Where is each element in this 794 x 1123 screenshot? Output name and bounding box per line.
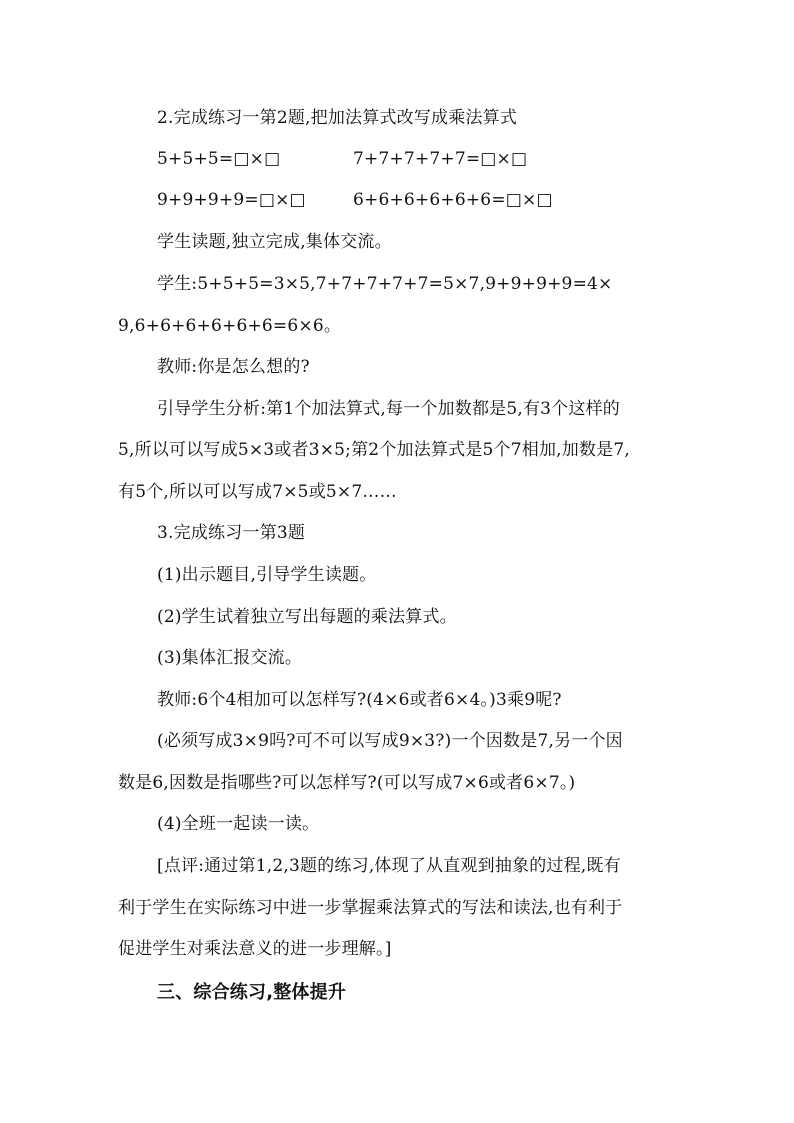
paragraph-guide: 引导学生分析:第1个加法算式,每一个加数都是5,有3个这样的 [157, 399, 620, 419]
item-2-title: 2.完成练习一第2题,把加法算式改写成乘法算式 [157, 108, 518, 128]
step-4: (4)全班一起读一读。 [157, 814, 320, 834]
equation-6: 6+6+6+6+6+6=□×□ [353, 190, 553, 210]
comment: [点评:通过第1,2,3题的练习,体现了从直观到抽象的过程,既有 [157, 856, 621, 876]
paragraph-student-answer-cont: 9,6+6+6+6+6+6=6×6。 [118, 316, 342, 336]
step-3: (3)集体汇报交流。 [157, 648, 303, 668]
paragraph-teacher-2: 教师:6个4相加可以怎样写?(4×6或者6×4。)3乘9呢? [157, 690, 562, 710]
step-2: (2)学生试着独立写出每题的乘法算式。 [157, 607, 457, 627]
paragraph-read: 学生读题,独立完成,集体交流。 [157, 232, 392, 252]
equation-5: 5+5+5=□×□ [157, 149, 281, 169]
comment-cont-2: 促进学生对乘法意义的进一步理解。] [118, 939, 392, 959]
section-3-heading: 三、综合练习,整体提升 [157, 982, 347, 1003]
step-1: (1)出示题目,引导学生读题。 [157, 565, 377, 585]
item-3-title: 3.完成练习一第3题 [157, 523, 306, 543]
paragraph-must-cont: 数是6,因数是指哪些?可以怎样写?(可以写成7×6或者6×7。) [118, 773, 576, 793]
paragraph-student-answer: 学生:5+5+5=3×5,7+7+7+7+7=5×7,9+9+9+9=4× [157, 274, 613, 294]
paragraph-teacher-question: 教师:你是怎么想的? [157, 357, 310, 377]
paragraph-must: (必须写成3×9吗?可不可以写成9×3?)一个因数是7,另一个因 [157, 731, 623, 751]
equation-7: 7+7+7+7+7=□×□ [353, 149, 528, 169]
paragraph-guide-cont-2: 有5个,所以可以写成7×5或5×7…… [118, 482, 397, 502]
paragraph-guide-cont-1: 5,所以可以写成5×3或者3×5;第2个加法算式是5个7相加,加数是7, [118, 440, 630, 460]
equation-9: 9+9+9+9=□×□ [157, 190, 306, 210]
comment-cont-1: 利于学生在实际练习中进一步掌握乘法算式的写法和读法,也有利于 [118, 898, 623, 918]
